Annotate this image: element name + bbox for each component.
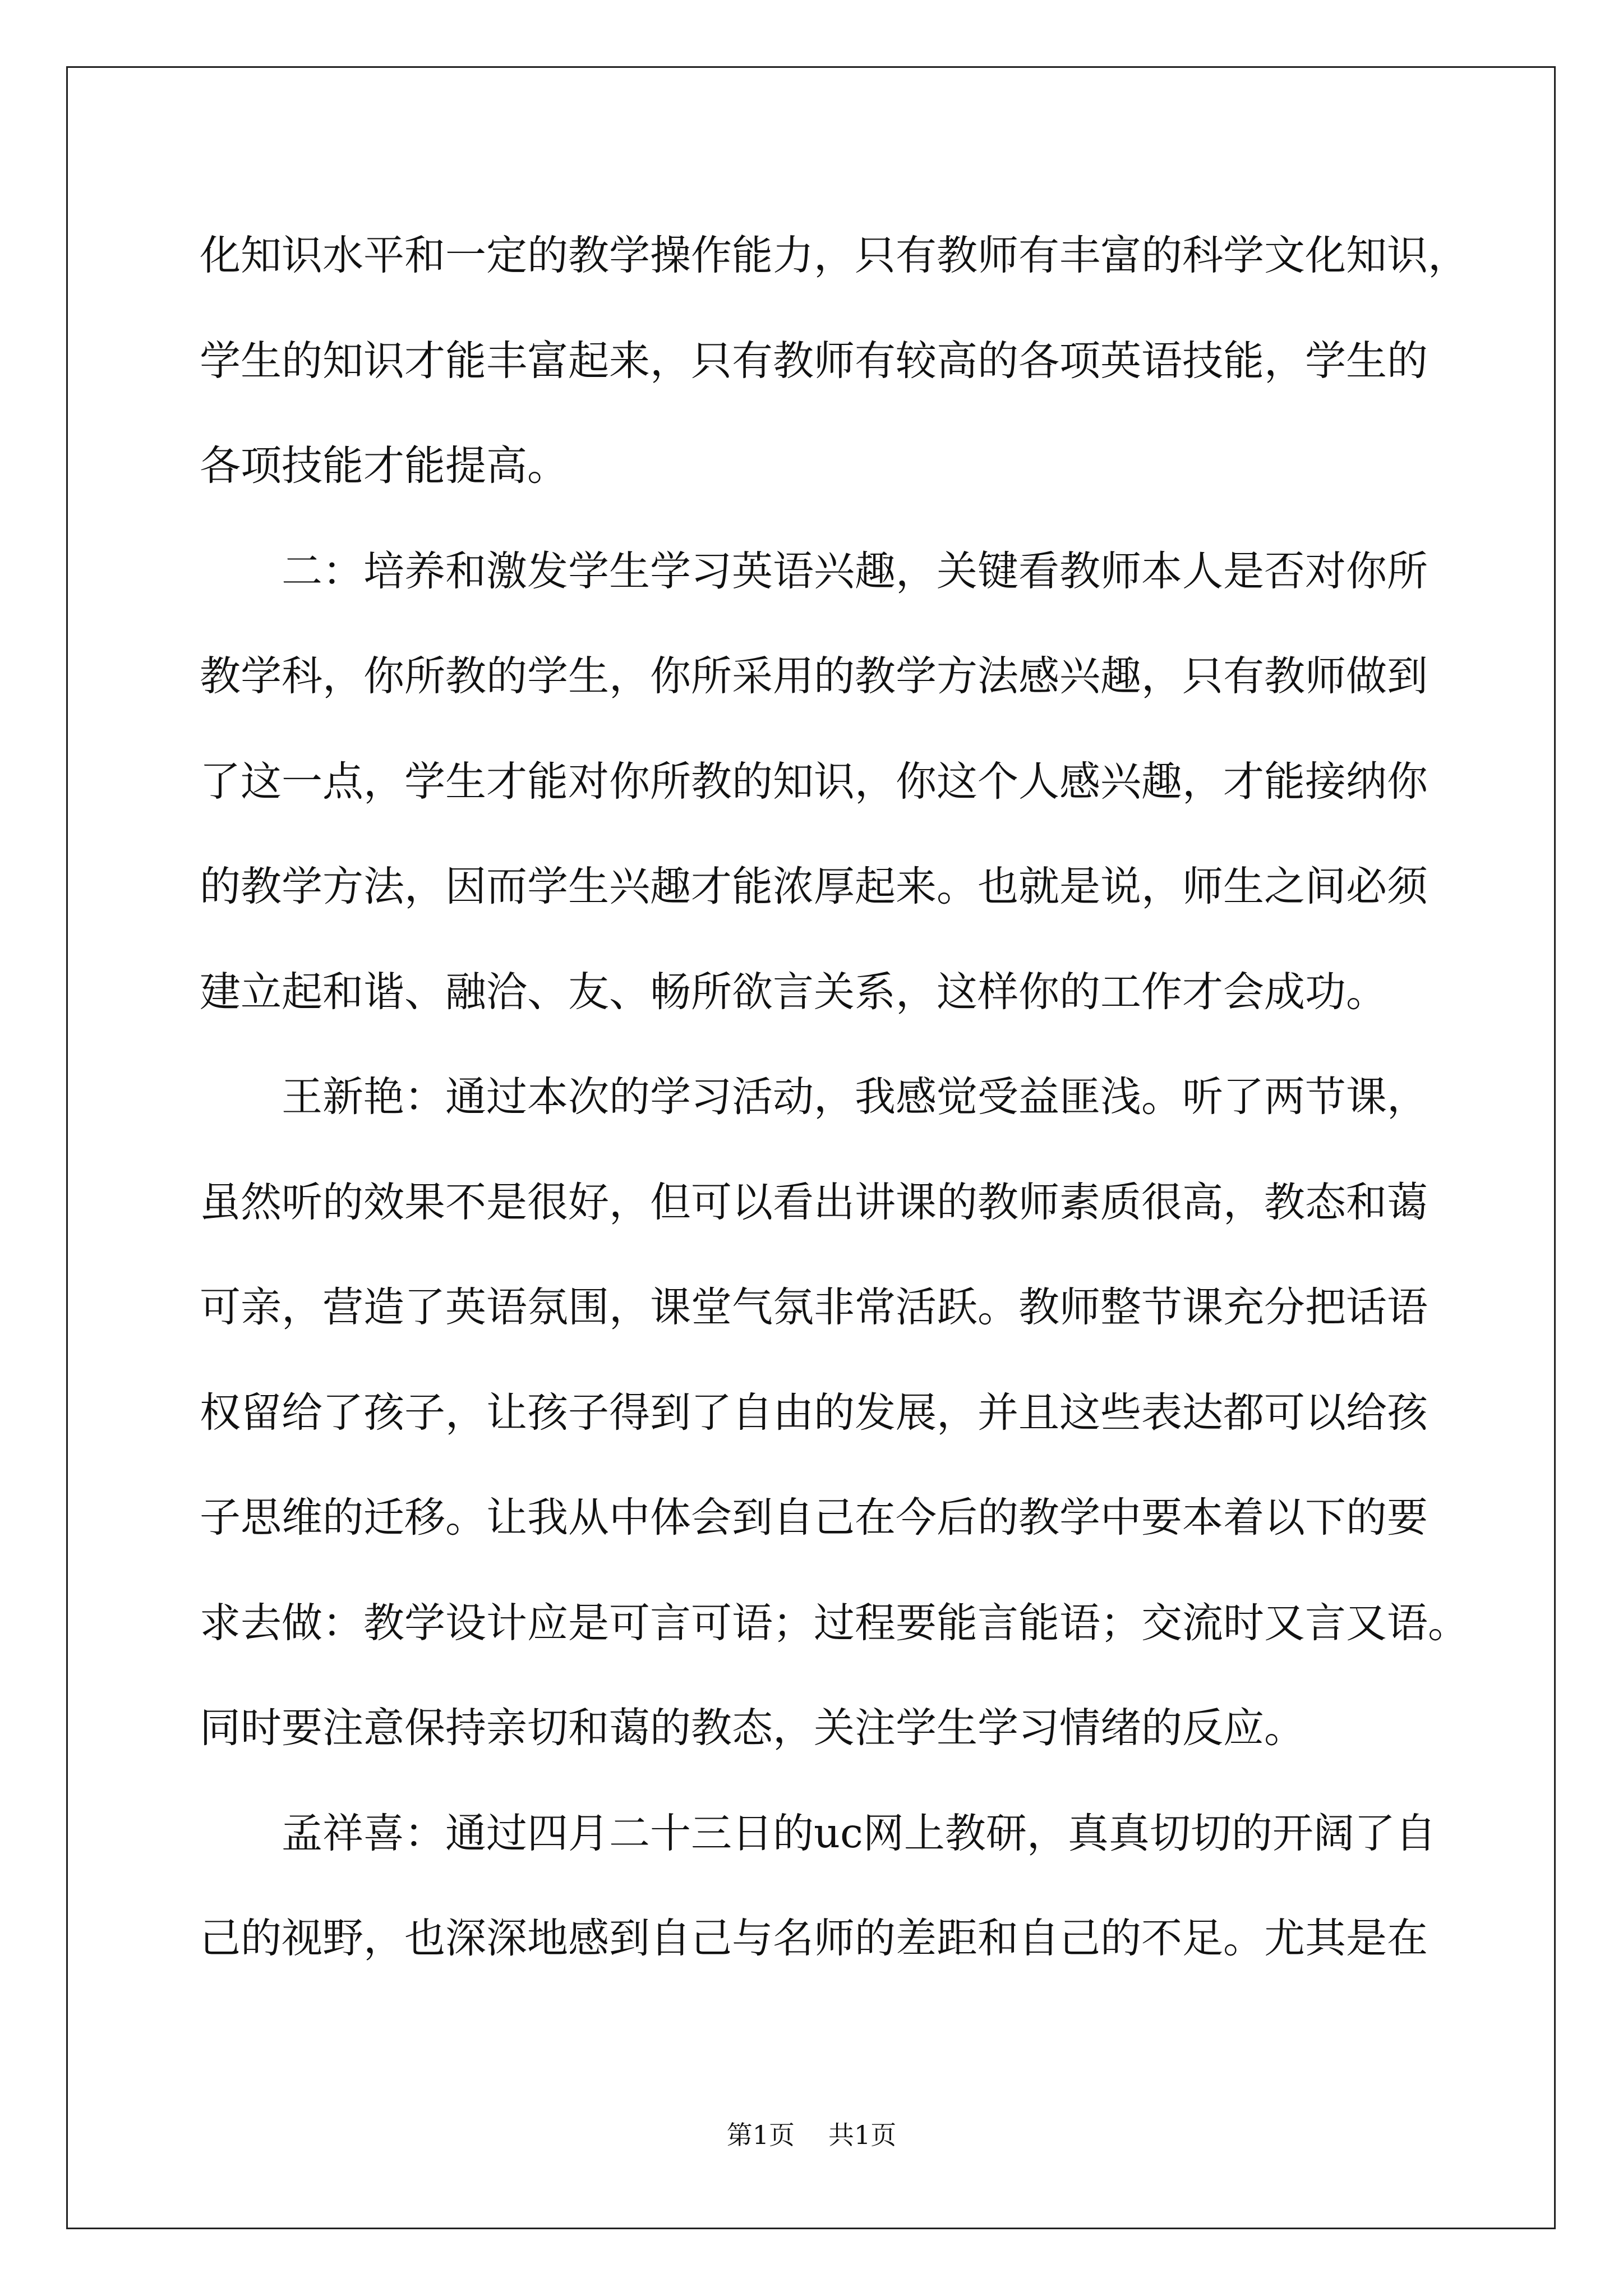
- text-line: 化知识水平和一定的教学操作能力，只有教师有丰富的科学文化知识，: [200, 232, 1469, 279]
- text-line: 各项技能才能提高。: [200, 442, 568, 490]
- text-line: 己的视野，也深深地感到自己与名师的差距和自己的不足。尤其是在: [200, 1915, 1428, 1962]
- text-line: 虽然听的效果不是很好，但可以看出讲课的教师素质很高，教态和蔼: [200, 1178, 1428, 1226]
- paragraph-start-line: 王新艳：通过本次的学习活动，我感觉受益匪浅。听了两节课，: [282, 1073, 1428, 1121]
- text-line: 可亲，营造了英语氛围，课堂气氛非常活跃。教师整节课充分把话语: [200, 1283, 1428, 1331]
- text-line: 子思维的迁移。让我从中体会到自己在今后的教学中要本着以下的要: [200, 1494, 1428, 1542]
- text-line: 学生的知识才能丰富起来，只有教师有较高的各项英语技能，学生的: [200, 337, 1428, 385]
- page-footer: [0, 2118, 1623, 2152]
- paragraph-start-line: 孟祥喜：通过四月二十三日的uc网上教研，真真切切的开阔了自: [282, 1809, 1436, 1857]
- text-line: 建立起和谐、融洽、友、畅所欲言关系，这样你的工作才会成功。: [200, 968, 1387, 1016]
- text-line: 了这一点，学生才能对你所教的知识，你这个人感兴趣，才能接纳你: [200, 757, 1428, 806]
- text-line: 同时要注意保持亲切和蔼的教态，关注学生学习情绪的反应。: [200, 1704, 1305, 1752]
- text-line: 教学科，你所教的学生，你所采用的教学方法感兴趣，只有教师做到: [200, 652, 1428, 700]
- document-body: [200, 203, 1469, 1991]
- page-total: 共1页: [828, 2120, 897, 2150]
- page-number: 第1页: [726, 2120, 795, 2150]
- text-line: 求去做：教学设计应是可言可语；过程要能言能语；交流时又言又语。: [200, 1599, 1469, 1647]
- paragraph-start-line: 二：培养和激发学生学习英语兴趣，关键看教师本人是否对你所: [282, 547, 1428, 595]
- text-line: 的教学方法，因而学生兴趣才能浓厚起来。也就是说，师生之间必须: [200, 863, 1428, 910]
- text-line: 权留给了孩子，让孩子得到了自由的发展，并且这些表达都可以给孩: [200, 1388, 1428, 1437]
